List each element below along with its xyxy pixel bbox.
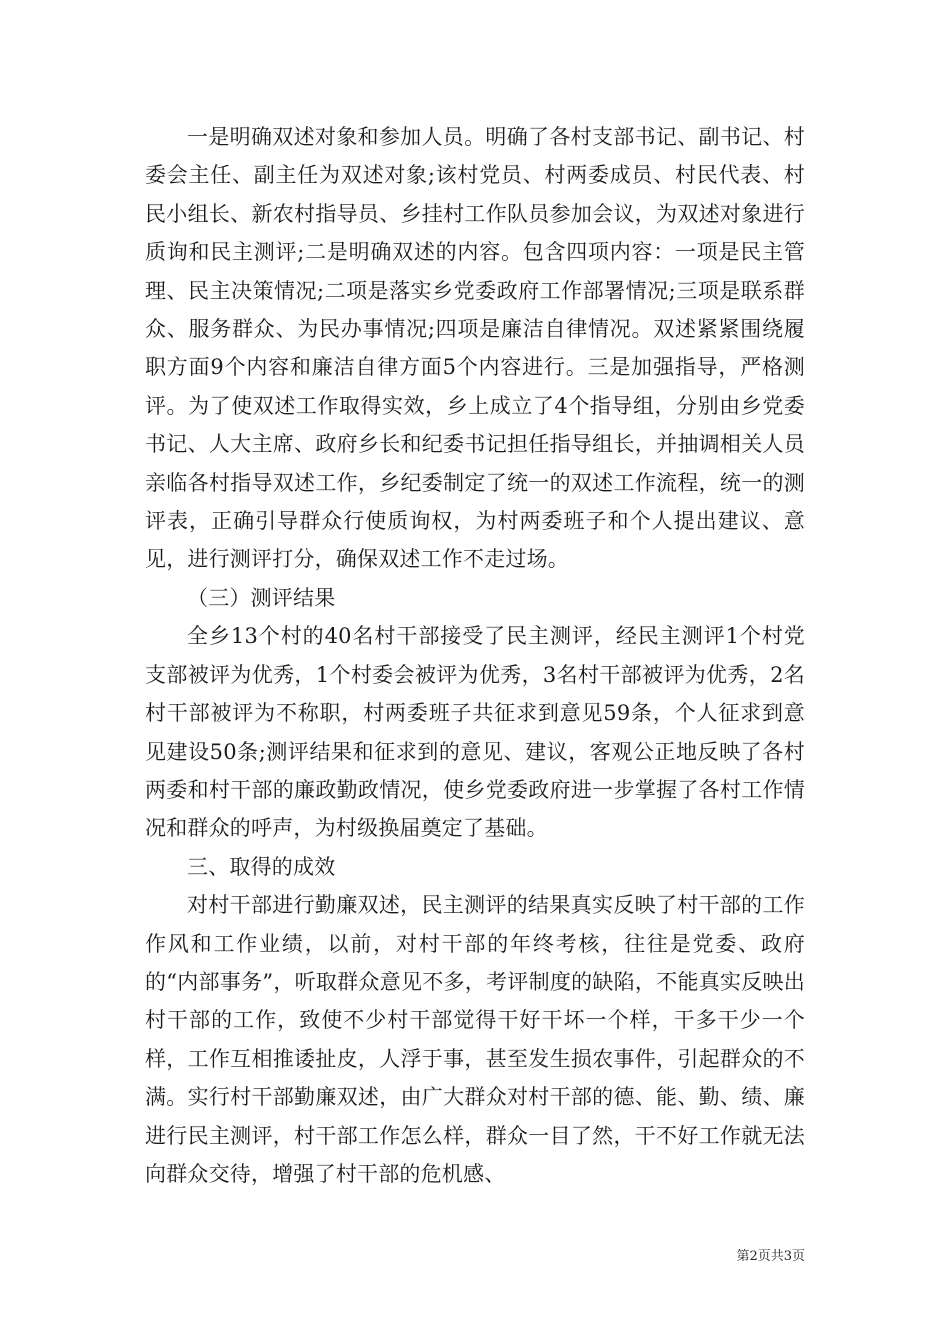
paragraph-evaluation-results: 全乡13个村的40名村干部接受了民主测评，经民主测评1个村党支部被评为优秀，1个村委会被评为优秀，3名村干部被评为优秀，2名村干部被评为不称职，村两委班子共征求到意见59条，个人征求到意见建设50条;测评结果和征求到的意见、建议，客观公正地反映了各村两委和村干部的廉政勤政情况，使乡党委政府进一步掌握了各村工作情况和群众的呼声，为村级换届奠定了基础。	[145, 624, 805, 841]
paragraph-achievements: 对村干部进行勤廉双述，民主测评的结果真实反映了村干部的工作作风和工作业绩，以前，对村干部的年终考核，往往是党委、政府的“内部事务”，听取群众意见不多，考评制度的缺陷，不能真实反映出村干部的工作，致使不少村干部觉得干好干坏一个样，干多干少一个样，工作互相推诿扯皮，人浮于事，甚至发生损农事件，引起群众的不满。实行村干部勤廉双述，由广大群众对村干部的德、能、勤、绩、廉进行民主测评，村干部工作怎么样，群众一目了然，干不好工作就无法向群众交待，增强了村干部的危机感、	[145, 893, 805, 1186]
paragraph-dual-report-measures: 一是明确双述对象和参加人员。明确了各村支部书记、副书记、村委会主任、副主任为双述对象;该村党员、村两委成员、村民代表、村民小组长、新农村指导员、乡挂村工作队员参加会议，为双述对象进行质询和民主测评;二是明确双述的内容。包含四项内容：一项是民主管理、民主决策情况;二项是落实乡党委政府工作部署情况;三项是联系群众、服务群众、为民办事情况;四项是廉洁自律情况。双述紧紧围绕履职方面9个内容和廉洁自律方面5个内容进行。三是加强指导，严格测评。为了使双述工作取得实效，乡上成立了4个指导组，分别由乡党委书记、人大主席、政府乡长和纪委书记担任指导组长，并抽调相关人员亲临各村指导双述工作，乡纪委制定了统一的双述工作流程，统一的测评表，正确引导群众行使质询权，为村两委班子和个人提出建议、意见，进行测评打分，确保双述工作不走过场。	[145, 125, 805, 572]
section-heading-evaluation-results: （三）测评结果	[187, 585, 336, 610]
document-body	[145, 118, 805, 1193]
section-heading-achievements: 三、取得的成效	[187, 854, 336, 879]
page-number-footer: 第2页共3页	[736, 1249, 805, 1264]
